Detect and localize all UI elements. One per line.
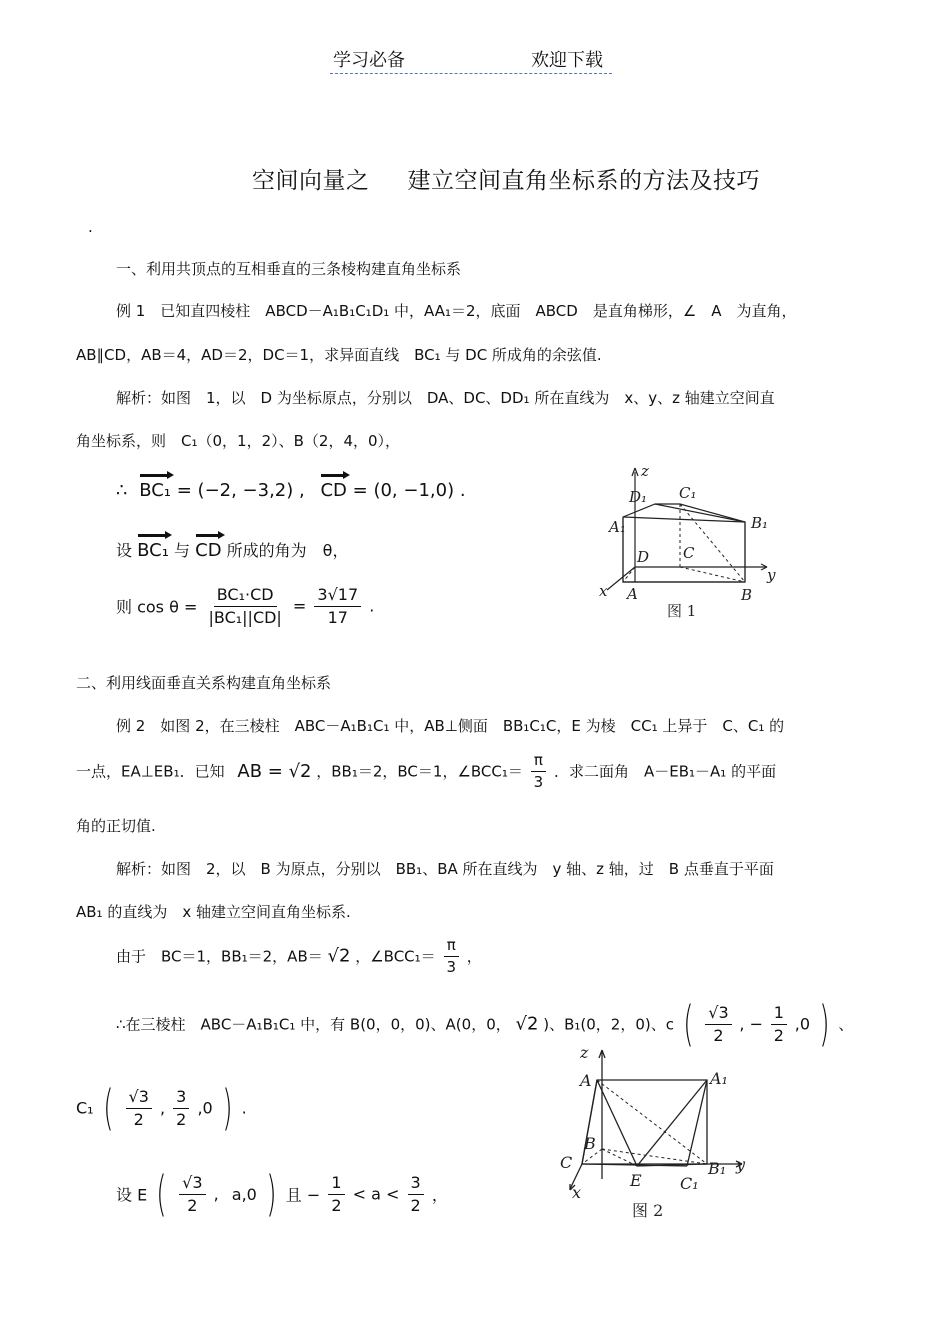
pi-numerator: π (444, 937, 459, 957)
sol2-line3-mid: ，∠BCC₁＝ (355, 947, 436, 966)
result-denominator: 17 (327, 607, 348, 627)
period: . (369, 596, 375, 616)
equation-vectors (116, 480, 466, 501)
left-paren: ( (102, 1080, 114, 1136)
title-part1: 空间向量之 (252, 168, 370, 194)
figure-1-diagram (595, 462, 785, 622)
angle-definition (116, 538, 348, 561)
vector-cd-value: = (0, −1,0) . (352, 480, 466, 501)
fig1-label-x: x (599, 582, 608, 600)
ex2-line2 (76, 752, 776, 790)
fig1-label-c: C (683, 544, 695, 562)
ex1-line1: 例 1 已知直四棱柱 ABCD－A₁B₁C₁D₁ 中，AA₁＝2，底面 ABCD 是直角梯形，∠ A 为直角， (116, 302, 797, 320)
c-y-fraction (771, 1004, 787, 1044)
c1-x-num: √3 (126, 1088, 152, 1109)
cos-numerator: BC₁·CD (214, 586, 277, 607)
vector-bc1: BC₁ (137, 540, 169, 561)
let-prefix: 设 (116, 541, 133, 560)
c-y-num: 1 (771, 1004, 787, 1025)
fig1-label-a1: A₁ (609, 518, 626, 536)
c1-end: . (241, 1098, 247, 1118)
sol2-line4-start: ∴在三棱柱 ABC－A₁B₁C₁ 中，有 B(0，0，0)、A(0，0， (116, 1015, 511, 1034)
pi-numerator: π (531, 752, 546, 772)
c-z: ,0 (794, 1014, 811, 1034)
ex2-line1: 例 2 如图 2，在三棱柱 ABC－A₁B₁C₁ 中，AB⊥侧面 BB₁C₁C，E 为棱 CC₁ 上异于 C、C₁ 的 (116, 717, 785, 735)
fig1-label-b1: B₁ (751, 514, 769, 532)
fig1-label-d: D (637, 548, 650, 566)
equals-sign: = (292, 596, 307, 616)
fig2-label-a1: A₁ (710, 1069, 728, 1088)
e-x-fraction (179, 1174, 205, 1214)
with-word: 与 (174, 541, 191, 560)
fig2-label-z: z (580, 1044, 589, 1062)
header-left: 学习必备 (333, 50, 405, 71)
left-paren: ( (682, 996, 694, 1052)
c1-x-fraction (126, 1088, 152, 1128)
c1-y-num: 3 (173, 1088, 189, 1109)
fig2-label-b1: B₁ (708, 1159, 727, 1178)
fig2-label-c: C (560, 1153, 573, 1172)
three-halves-num: 3 (408, 1174, 424, 1195)
sol2-line2: AB₁ 的直线为 x 轴建立空间直角坐标系. (76, 903, 351, 921)
sol2-line4-end: 、 (838, 1015, 854, 1034)
fig2-label-x: x (572, 1183, 582, 1202)
ab-equals-root2: AB = √2 (237, 760, 312, 782)
right-paren: ) (222, 1080, 233, 1136)
c-y-den: 2 (773, 1025, 784, 1045)
fig1-label-z: z (641, 462, 649, 480)
sol2-line3-start: 由于 BC＝1，BB₁＝2，AB＝ (116, 947, 323, 966)
three-halves-fraction (408, 1174, 424, 1214)
c1-y-den: 2 (176, 1109, 187, 1129)
e-x-num: √3 (179, 1174, 205, 1195)
c1-coordinates: C₁ ( $\frac{√3}{2}$ , $\frac{3}{2}$ ,0 ) . (76, 1080, 247, 1136)
ex1-line2: AB∥CD，AB＝4，AD＝2，DC＝1，求异面直线 BC₁ 与 DC 所成角的余弦值. (76, 346, 602, 364)
cos-prefix: 则 cos θ = (116, 597, 198, 617)
therefore-symbol: ∴ (116, 480, 128, 501)
fig2-caption: 图 2 (632, 1201, 664, 1220)
fig1-label-d1: D₁ (629, 488, 648, 506)
e-prefix: 设 E (116, 1185, 148, 1205)
ex2-line2-start: 一点，EA⊥EB₁．已知 (76, 762, 225, 781)
three-halves-den: 2 (410, 1195, 421, 1215)
header-right: 欢迎下载 (531, 50, 603, 71)
c1-z: ,0 (197, 1098, 213, 1118)
cosine-formula (116, 586, 374, 626)
e-end: ， (431, 1185, 448, 1205)
c1-y-fraction (173, 1088, 189, 1128)
e-mid: a,0 (231, 1184, 257, 1204)
e-x-den: 2 (187, 1195, 198, 1215)
fig2-label-c1: C₁ (680, 1174, 699, 1193)
cos-fraction (205, 586, 284, 626)
result-fraction (314, 586, 361, 626)
left-paren: ( (156, 1166, 167, 1222)
sol1-line1: 解析：如图 1，以 D 为坐标原点，分别以 DA、DC、DD₁ 所在直线为 x、y、z 轴建立空间直 (116, 389, 775, 407)
half-fraction (328, 1174, 344, 1214)
pi-over-3 (531, 752, 547, 790)
c-y-sep: , − (739, 1014, 763, 1034)
section2-heading: 二、利用线面垂直关系构建直角坐标系 (76, 674, 332, 692)
vector-bc1-value: = (−2, −3,2) , (176, 480, 305, 501)
ex2-line2-mid: ，BB₁＝2，BC＝1，∠BCC₁＝ (316, 762, 523, 781)
e-condition: 且 − (285, 1185, 321, 1205)
c-x-num: √3 (705, 1004, 731, 1025)
page-title (252, 162, 760, 195)
sol2-line3-end: ， (466, 947, 482, 966)
sol1-line2: 角坐标系，则 C₁（0，1，2）、B（2，4，0）， (76, 432, 401, 450)
c-x-den: 2 (713, 1025, 724, 1045)
cos-denominator: |BC₁||CD| (208, 607, 282, 627)
fig2-label-a: A (580, 1071, 592, 1090)
right-paren: ) (266, 1166, 277, 1222)
ex2-line2-end: ．求二面角 A－EB₁－A₁ 的平面 (554, 762, 777, 781)
fig1-label-a: A (627, 585, 638, 603)
root2: √2 (327, 945, 351, 967)
c1-x-den: 2 (133, 1109, 144, 1129)
pi-denominator: 3 (446, 957, 456, 976)
sol2-line3 (116, 937, 482, 975)
half-den: 2 (331, 1195, 342, 1215)
section1-heading: 一、利用共顶点的互相垂直的三条棱构建直角坐标系 (116, 260, 462, 278)
fig1-label-b: B (741, 586, 753, 604)
header-divider (330, 73, 612, 74)
fig1-label-c1: C₁ (679, 484, 697, 502)
angle-suffix: 所成的角为 θ， (226, 541, 349, 560)
fig2-label-b: B (584, 1134, 596, 1153)
fig2-label-e: E (630, 1171, 642, 1190)
fig1-label-y: y (767, 566, 776, 584)
figure-2-diagram (552, 1044, 762, 1224)
c1-label: C₁ (76, 1098, 94, 1118)
fig1-caption: 图 1 (667, 602, 697, 620)
vector-cd: CD (320, 480, 347, 501)
pi-denominator: 3 (533, 772, 544, 791)
right-paren: ) (819, 996, 830, 1052)
pi-over-3 (443, 937, 459, 975)
root2: √2 (515, 1013, 539, 1035)
a-inequality: < a < (352, 1184, 400, 1204)
vector-bc1: BC₁ (139, 480, 172, 501)
vector-cd: CD (195, 540, 222, 561)
ex2-line3: 角的正切值. (76, 817, 156, 835)
fig2-label-y: y (736, 1155, 746, 1174)
title-part2: 建立空间直角坐标系的方法及技巧 (407, 168, 760, 194)
e-definition: 设 E ( $\frac{√3}{2}$ , a,0 ) 且 − $\frac{1}{2}$ < a < $\frac{3}{2}$ ， (116, 1166, 448, 1222)
sol2-line1: 解析：如图 2，以 B 为原点，分别以 BB₁、BA 所在直线为 y 轴、z 轴，过 B 点垂直于平面 (116, 860, 774, 878)
c-x-fraction (705, 1004, 731, 1044)
result-numerator: 3√17 (314, 586, 361, 607)
half-num: 1 (328, 1174, 344, 1195)
stray-dot: . (88, 218, 93, 236)
sol2-line4 (116, 996, 854, 1052)
sol2-line4-mid: )、B₁(0，2，0)、c (543, 1015, 674, 1034)
